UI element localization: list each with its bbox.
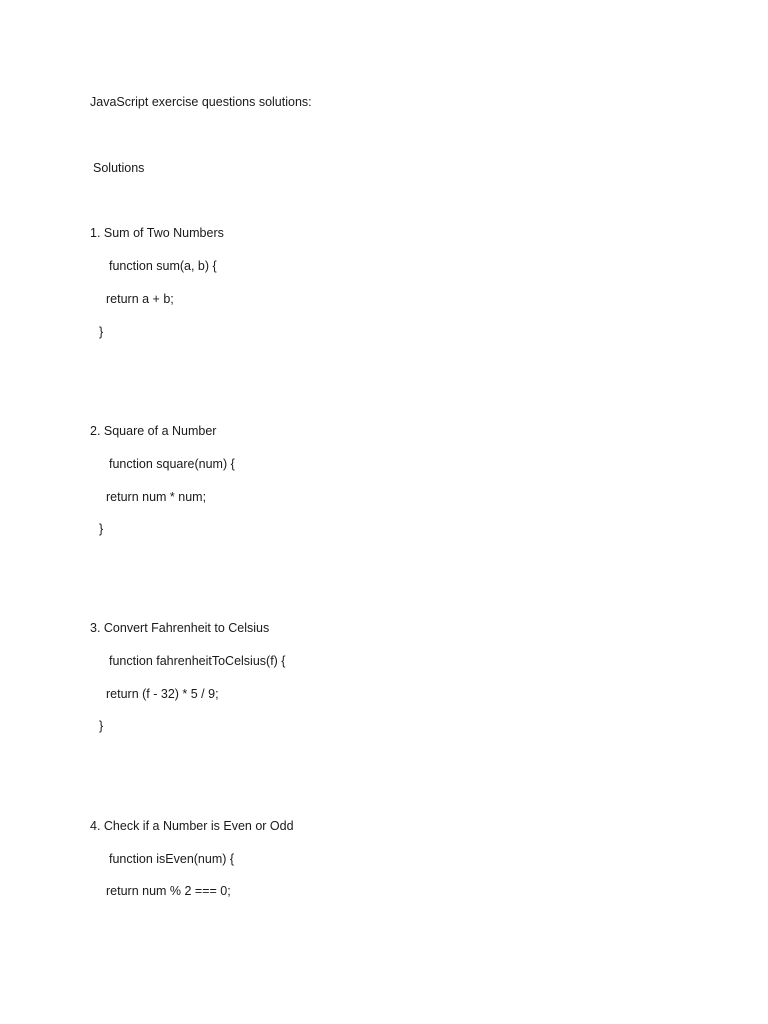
section-1-code-close: }	[99, 325, 104, 339]
section-3-code-return: return (f - 32) * 5 / 9;	[106, 687, 219, 701]
section-4-heading: 4. Check if a Number is Even or Odd	[90, 819, 294, 833]
section-3-code-close: }	[99, 719, 104, 733]
section-1-code-return: return a + b;	[106, 292, 174, 306]
solutions-heading: Solutions	[93, 161, 145, 175]
section-4-code-return: return num % 2 === 0;	[106, 884, 231, 898]
section-4-code-function: function isEven(num) {	[109, 852, 235, 866]
section-2-code-return: return num * num;	[106, 490, 207, 504]
section-1-heading: 1. Sum of Two Numbers	[90, 226, 224, 240]
section-2-code-close: }	[99, 522, 104, 536]
section-2-heading: 2. Square of a Number	[90, 424, 217, 438]
section-1-code-function: function sum(a, b) {	[109, 259, 217, 273]
document-title: JavaScript exercise questions solutions:	[90, 95, 312, 109]
section-2-code-function: function square(num) {	[109, 457, 235, 471]
section-3-heading: 3. Convert Fahrenheit to Celsius	[90, 621, 270, 635]
section-3-code-function: function fahrenheitToCelsius(f) {	[109, 654, 286, 668]
